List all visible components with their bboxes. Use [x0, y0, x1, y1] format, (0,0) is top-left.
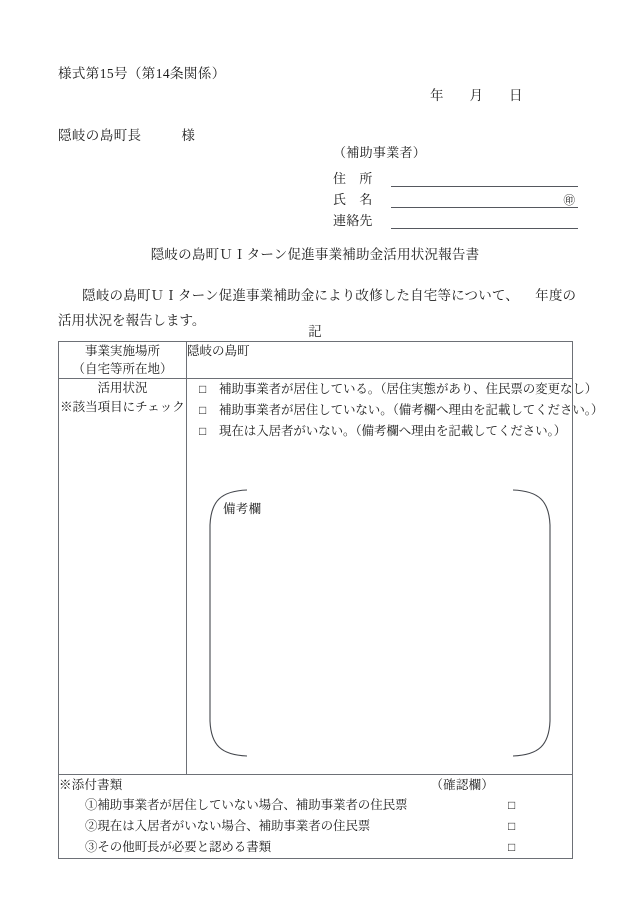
- remarks-bracket-icon: [201, 487, 559, 759]
- attachment-item-row[interactable]: [59, 816, 572, 837]
- addressee-name: 隠岐の島町長: [58, 128, 142, 143]
- table-row-usage: [59, 379, 573, 775]
- address-label: 住 所: [333, 171, 373, 186]
- address-field-row: [333, 166, 578, 187]
- usage-option-item[interactable]: [199, 400, 604, 420]
- ki-marker: 記: [308, 324, 322, 339]
- checkbox-icon[interactable]: □: [199, 382, 207, 396]
- seal-icon: ㊞: [563, 194, 575, 207]
- attachment-item-row[interactable]: [59, 837, 572, 858]
- addressee-honorific: 様: [181, 128, 196, 143]
- attachment-item-label: ①補助事業者が居住していない場合、補助事業者の住民票: [85, 798, 408, 812]
- body-text-part2: 年度の活用状況を報告します。: [58, 288, 576, 328]
- checkbox-icon[interactable]: □: [508, 819, 516, 833]
- table-row-location: [59, 342, 573, 379]
- usage-label-line1: 活用状況: [97, 381, 148, 395]
- location-label-line2: （自宅等所在地）: [72, 362, 173, 376]
- attachments-title: ※添付書類: [59, 778, 123, 792]
- addressee: [58, 124, 195, 144]
- contact-input-rule[interactable]: [391, 211, 578, 229]
- usage-option-item[interactable]: [199, 379, 598, 399]
- name-field-row: [333, 187, 578, 208]
- attachment-item-label: ②現在は入居者がいない場合、補助事業者の住民票: [85, 819, 371, 833]
- usage-body-cell: [187, 379, 604, 775]
- attachments-cell: [59, 775, 573, 859]
- usage-option-label: 補助事業者が居住していない。（備考欄へ理由を記載してください。）: [219, 403, 604, 417]
- attachments-header: [59, 775, 572, 795]
- name-label: 氏 名: [333, 192, 373, 207]
- contact-field-row: [333, 208, 578, 229]
- main-table: [58, 341, 604, 859]
- date-month-label: 月: [469, 88, 483, 103]
- usage-option-item[interactable]: [199, 421, 567, 441]
- contact-label: 連絡先: [333, 213, 373, 228]
- usage-label-line2: ※該当項目にチェック: [60, 400, 185, 414]
- applicant-block: [333, 142, 578, 229]
- table-row-attachments: [59, 775, 573, 859]
- name-input-rule[interactable]: [391, 190, 578, 208]
- applicant-section-title: （補助事業者）: [333, 145, 427, 160]
- date-year-label: 年: [430, 88, 444, 103]
- checkbox-icon[interactable]: □: [508, 840, 516, 854]
- checkbox-icon[interactable]: □: [199, 424, 207, 438]
- body-text-part1: 隠岐の島町ＵＩターン促進事業補助金により改修した自宅等について、: [82, 288, 519, 303]
- checkbox-icon[interactable]: □: [508, 798, 516, 812]
- remarks-label: 備考欄: [223, 502, 262, 516]
- document-title: 隠岐の島町ＵＩターン促進事業補助金活用状況報告書: [150, 247, 480, 262]
- date-line: [430, 84, 523, 104]
- usage-option-label: 現在は入居者がいない。（備考欄へ理由を記載してください。）: [219, 424, 567, 438]
- confirm-column-label: （確認欄）: [430, 778, 494, 792]
- attachment-item-label: ③その他町長が必要と認める書類: [85, 840, 272, 854]
- date-day-label: 日: [509, 88, 523, 103]
- usage-option-label: 補助事業者が居住している。（居住実態があり、住民票の変更なし）: [219, 382, 598, 396]
- location-label-cell: [59, 342, 187, 379]
- attachment-item-row[interactable]: [59, 795, 572, 816]
- checkbox-icon[interactable]: □: [199, 403, 207, 417]
- address-input-rule[interactable]: [391, 169, 578, 187]
- location-value: 隠岐の島町: [187, 344, 250, 358]
- form-number: 様式第15号（第14条関係）: [58, 66, 226, 81]
- usage-label-cell: [59, 379, 187, 775]
- location-value-cell[interactable]: [187, 342, 573, 379]
- usage-option-list: [187, 379, 604, 441]
- remarks-area[interactable]: [201, 487, 559, 759]
- location-label-line1: 事業実施場所: [84, 344, 160, 358]
